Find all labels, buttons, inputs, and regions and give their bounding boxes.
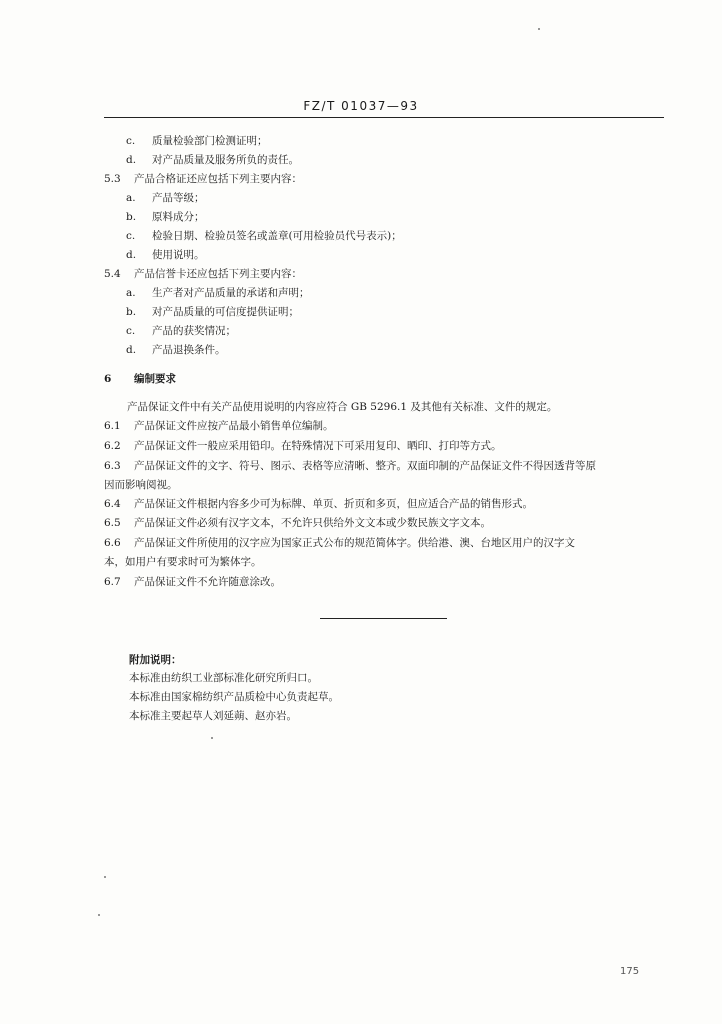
clause-text: 产品保证文件的文字、符号、图示、表格等应清晰、整齐。双面印制的产品保证文件不得因透背等原 (134, 460, 596, 472)
item-text: 产品等级； (152, 192, 205, 204)
section-6-intro: 产品保证文件中有关产品使用说明的内容应符合 GB 5296.1 及其他有关标准、文件的规定。 (127, 401, 558, 413)
clause-text: 产品保证文件不允许随意涂改。 (134, 576, 281, 588)
page-number: 175 (620, 966, 640, 977)
scan-speck (98, 914, 100, 916)
list-item (126, 286, 310, 300)
clause-6-5 (104, 516, 491, 530)
item-text: 产品退换条件。 (152, 344, 226, 356)
clause-5-3 (104, 172, 302, 186)
header-rule (104, 117, 664, 118)
clause-number: 6.2 (104, 440, 121, 452)
list-item (126, 343, 226, 357)
scan-speck (104, 876, 106, 878)
end-of-text-rule (320, 618, 447, 619)
clause-text: 产品信誉卡还应包括下列主要内容： (134, 268, 302, 280)
additional-note-line: 本标准由国家棉纺织产品质检中心负责起草。 (129, 691, 339, 703)
section-6-heading (104, 372, 176, 386)
clause-number: 6.4 (104, 498, 121, 510)
clause-6-1 (104, 419, 334, 433)
clause-number: 5.4 (104, 268, 121, 280)
clause-number: 6.1 (104, 420, 121, 432)
clause-5-4 (104, 267, 302, 281)
clause-number: 5.3 (104, 173, 121, 185)
list-item (126, 248, 205, 262)
clause-6-3-continuation: 因而影响阅视。 (104, 479, 178, 491)
item-label: a. (126, 192, 136, 204)
item-label: b. (126, 306, 137, 318)
clause-number: 6.5 (104, 517, 121, 529)
section-number: 6 (104, 373, 112, 385)
clause-6-6-continuation: 本，如用户有要求时可为繁体字。 (104, 556, 262, 568)
list-item (126, 153, 299, 167)
item-label: d. (126, 154, 137, 166)
item-text: 原料成分； (152, 211, 205, 223)
standard-code-header: FZ/T 01037—93 (303, 99, 419, 113)
clause-text: 产品保证文件根据内容多少可为标牌、单页、折页和多页，但应适合产品的销售形式。 (134, 498, 533, 510)
clause-number: 6.3 (104, 460, 121, 472)
clause-6-6 (104, 536, 575, 550)
clause-text: 产品合格证还应包括下列主要内容： (134, 173, 302, 185)
clause-text: 产品保证文件所使用的汉字应为国家正式公布的规范简体字。供给港、澳、台地区用户的汉字文 (134, 537, 575, 549)
clause-number: 6.6 (104, 537, 121, 549)
clause-text: 产品保证文件应按产品最小销售单位编制。 (134, 420, 334, 432)
list-item (126, 134, 268, 148)
item-label: c. (126, 135, 136, 147)
item-text: 产品的获奖情况； (152, 325, 236, 337)
additional-note-line: 本标准主要起草人刘延蒴、赵亦岩。 (129, 710, 297, 722)
clause-number: 6.7 (104, 576, 121, 588)
item-label: c. (126, 325, 136, 337)
list-item (126, 305, 299, 319)
scan-speck (211, 737, 213, 739)
list-item (126, 210, 205, 224)
item-text: 对产品质量及服务所负的责任。 (152, 154, 299, 166)
section-title: 编制要求 (134, 373, 176, 385)
item-text: 检验日期、检验员签名或盖章(可用检验员代号表示)； (152, 230, 402, 242)
scan-speck (538, 28, 540, 30)
item-label: d. (126, 344, 137, 356)
additional-notes-title: 附加说明： (129, 654, 182, 666)
list-item (126, 324, 236, 338)
item-label: d. (126, 249, 137, 261)
list-item (126, 191, 205, 205)
additional-note-line: 本标准由纺织工业部标准化研究所归口。 (129, 672, 318, 684)
list-item (126, 229, 402, 243)
clause-6-4 (104, 497, 533, 511)
item-label: c. (126, 230, 136, 242)
item-text: 使用说明。 (152, 249, 205, 261)
clause-6-7 (104, 575, 281, 589)
clause-6-3 (104, 459, 596, 473)
item-text: 质量检验部门检测证明； (152, 135, 268, 147)
item-text: 对产品质量的可信度提供证明； (152, 306, 299, 318)
item-label: a. (126, 287, 136, 299)
clause-6-2 (104, 439, 502, 453)
item-label: b. (126, 211, 137, 223)
clause-text: 产品保证文件一般应采用铅印。在特殊情况下可采用复印、晒印、打印等方式。 (134, 440, 502, 452)
clause-text: 产品保证文件必须有汉字文本，不允许只供给外文文本或少数民族文字文本。 (134, 517, 491, 529)
item-text: 生产者对产品质量的承诺和声明； (152, 287, 310, 299)
